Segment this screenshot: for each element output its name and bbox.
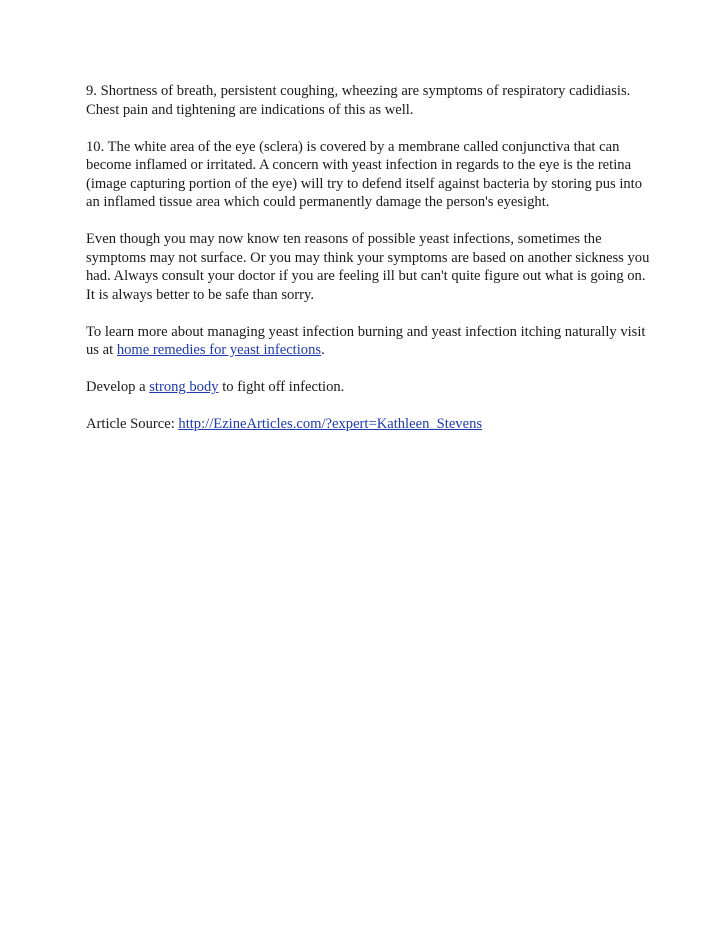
text-line-with-link (86, 415, 646, 434)
text-line: 9. Shortness of breath, persistent coughing, wheezing are symptoms of respiratory cadidiasis. (86, 83, 631, 99)
paragraph-symptom-9 (86, 82, 646, 119)
text-line: Chest pain and tightening are indications of this as well. (86, 101, 414, 118)
learn-more-suffix: . (321, 342, 325, 358)
article-source-link[interactable]: http://EzineArticles.com/?expert=Kathleen_Stevens (178, 416, 483, 432)
paragraph-develop (86, 378, 646, 397)
text-line: symptoms may not surface. Or you may think your symptoms are based on another sickness you (86, 249, 650, 266)
text-line: It is always better to be safe than sorry. (86, 286, 315, 303)
develop-suffix: to fight off infection. (218, 379, 345, 395)
paragraph-learn-more (86, 323, 646, 360)
paragraph-symptom-10 (86, 138, 646, 212)
strong-body-link[interactable]: strong body (149, 379, 219, 395)
article-body (86, 82, 650, 452)
learn-more-prefix: us at (86, 342, 117, 358)
text-line: To learn more about managing yeast infection burning and yeast infection itching naturally visit (86, 323, 646, 340)
text-line: an inflamed tissue area which could permanently damage the person's eyesight. (86, 194, 550, 210)
text-line-with-link (86, 341, 646, 360)
text-line: become inflamed or irritated. A concern with yeast infection in regards to the eye is the retina (86, 157, 632, 173)
paragraph-summary (86, 230, 650, 304)
home-remedies-link[interactable]: home remedies for yeast infections (116, 342, 322, 358)
text-line: had. Always consult your doctor if you are feeling ill but can't quite figure out what is going on. (86, 268, 646, 284)
text-line: Even though you may now know ten reasons of possible yeast infections, sometimes the (86, 231, 602, 247)
text-line-with-link (86, 378, 646, 397)
source-prefix: Article Source: (86, 416, 179, 432)
text-line: (image capturing portion of the eye) will try to defend itself against bacteria by storing pus into (86, 175, 643, 192)
develop-prefix: Develop a (86, 379, 150, 395)
paragraph-article-source (86, 415, 646, 434)
text-line: 10. The white area of the eye (sclera) is covered by a membrane called conjunctiva that can (86, 138, 620, 155)
